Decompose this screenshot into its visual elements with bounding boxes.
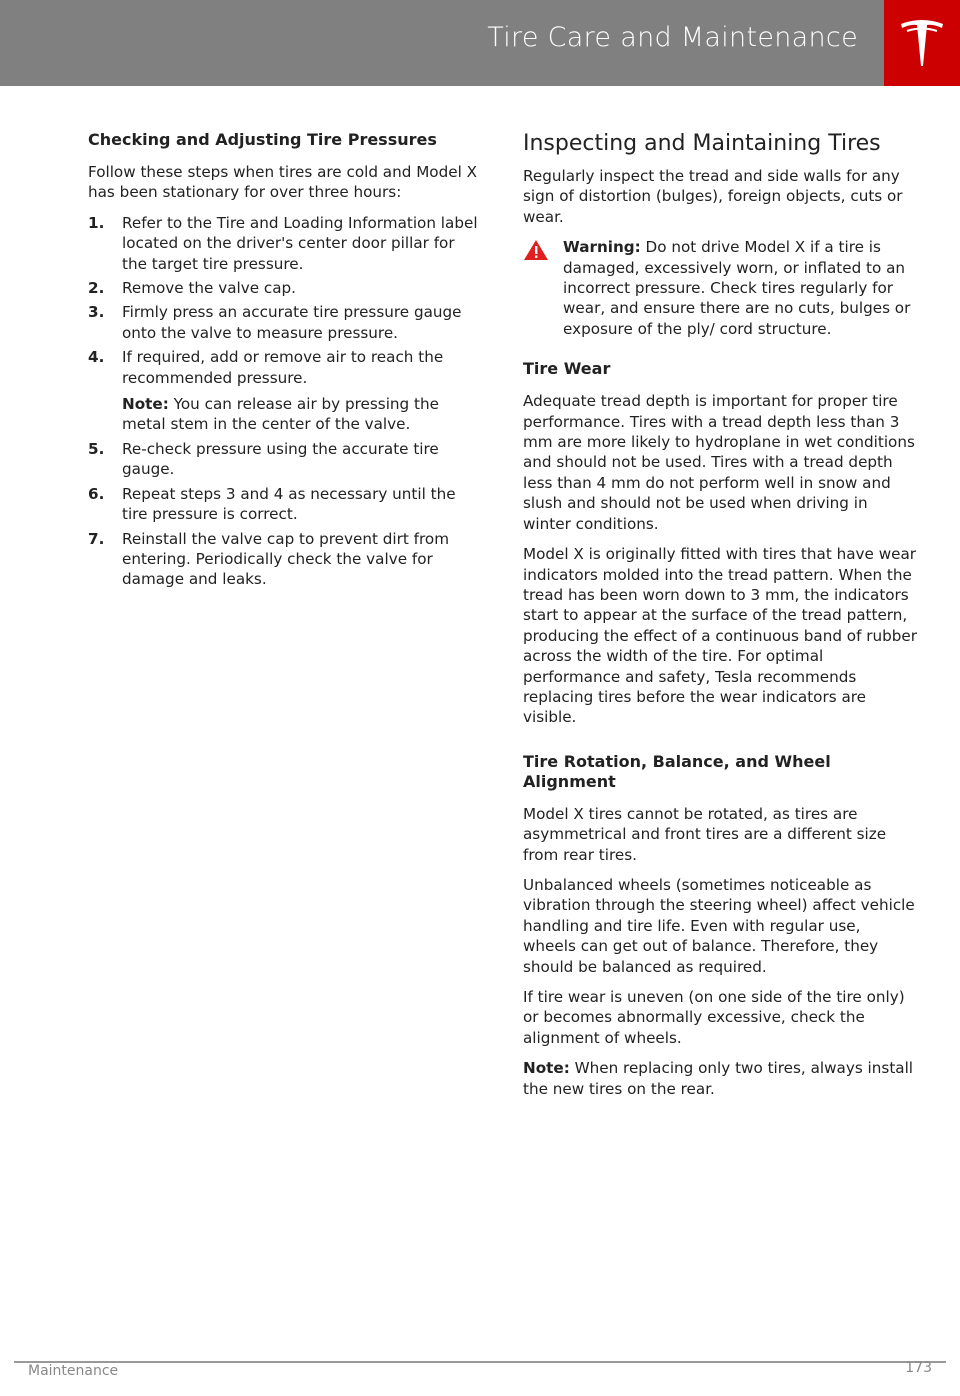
intro-paragraph: Regularly inspect the tread and side walls for any sign of distortion (bulges), foreign objects, cuts or wear. [523, 167, 903, 226]
right-column [523, 130, 918, 1109]
note-label: Note: [523, 1059, 570, 1078]
list-item [88, 529, 483, 590]
left-column [88, 130, 483, 594]
footer-section: Maintenance [28, 1363, 119, 1379]
list-item [88, 439, 483, 480]
section-heading: Checking and Adjusting Tire Pressures [88, 130, 437, 149]
step-text: Repeat steps 3 and 4 as necessary until the tire pressure is correct. [122, 484, 456, 524]
step-text: If required, add or remove air to reach the recommended pressure. [122, 348, 444, 387]
warning-text: Do not drive Model X if a tire is damaged, excessively worn, or inflated to an incorrect pressure. Check tires regularly for wear, and ensure there are no cuts, bulges or exposure of the ply/ cord structure. [563, 238, 911, 338]
warning-box [523, 237, 918, 339]
page-number: 173 [905, 1360, 932, 1376]
paragraph: If tire wear is uneven (on one side of the tire only) or becomes abnormally excessive, check the alignment of wheels. [523, 988, 905, 1047]
paragraph: Unbalanced wheels (sometimes noticeable as vibration through the steering wheel) affect vehicle handling and tire life. Even with regular use, wheels can get out of balance. Therefore, they should be balanced as required. [523, 875, 915, 976]
step-text: Refer to the Tire and Loading Information label located on the driver's center door pillar for the target tire pressure. [122, 213, 478, 273]
footer-divider [14, 1361, 946, 1363]
list-item [88, 347, 483, 388]
paragraph: Adequate tread depth is important for proper tire performance. Tires with a tread depth less than 3 mm are more likely to hydroplane in wet conditions and should not be used. Tires with a tread depth less than 4 mm do not perform well in snow and slush and should not be used when driving in winter conditions. [523, 392, 915, 533]
step-text: Reinstall the valve cap to prevent dirt from entering. Periodically check the valve for damage and leaks. [122, 529, 449, 589]
subheading: Tire Rotation, Balance, and Wheel Alignment [523, 751, 831, 791]
list-item [88, 302, 483, 343]
warning-label: Warning: [563, 238, 641, 257]
list-item [88, 213, 483, 274]
note-text: You can release air by pressing the metal stem in the center of the valve. [122, 395, 439, 434]
step-number: 4. [88, 348, 105, 367]
list-item [88, 484, 483, 525]
paragraph: Model X is originally fitted with tires that have wear indicators molded into the tread pattern. When the tread has been worn down to 3 mm, the indicators start to appear at the surface of the tread pattern, producing the effect of a continuous band of rubber across the width of the tire. For optimal performance and safety, Tesla recommends replacing tires before the wear indicators are visible. [523, 545, 918, 727]
section-heading: Inspecting and Maintaining Tires [523, 131, 881, 156]
note-label: Note: [122, 395, 169, 414]
step-number: 1. [88, 213, 105, 232]
tesla-logo-icon [884, 0, 960, 86]
paragraph: Model X tires cannot be rotated, as tires are asymmetrical and front tires are a different size from rear tires. [523, 804, 887, 864]
page-title: Tire Care and Maintenance [487, 22, 858, 53]
steps-list [88, 213, 483, 590]
page-header [0, 0, 884, 86]
step-number: 2. [88, 279, 105, 298]
note [523, 1058, 918, 1099]
step-text: Remove the valve cap. [122, 279, 297, 298]
intro-paragraph: Follow these steps when tires are cold and Model X has been stationary for over three hours: [88, 163, 478, 202]
step-number: 7. [88, 529, 105, 548]
note-text: When replacing only two tires, always install the new tires on the rear. [523, 1059, 914, 1098]
step-number: 3. [88, 303, 105, 322]
step-text: Re-check pressure using the accurate tire gauge. [122, 439, 439, 479]
list-item [88, 278, 483, 298]
step-number: 5. [88, 439, 105, 458]
note [122, 394, 483, 435]
step-text: Firmly press an accurate tire pressure gauge onto the valve to measure pressure. [122, 303, 462, 342]
warning-icon [523, 237, 563, 339]
step-number: 6. [88, 484, 105, 503]
subheading: Tire Wear [523, 359, 611, 379]
